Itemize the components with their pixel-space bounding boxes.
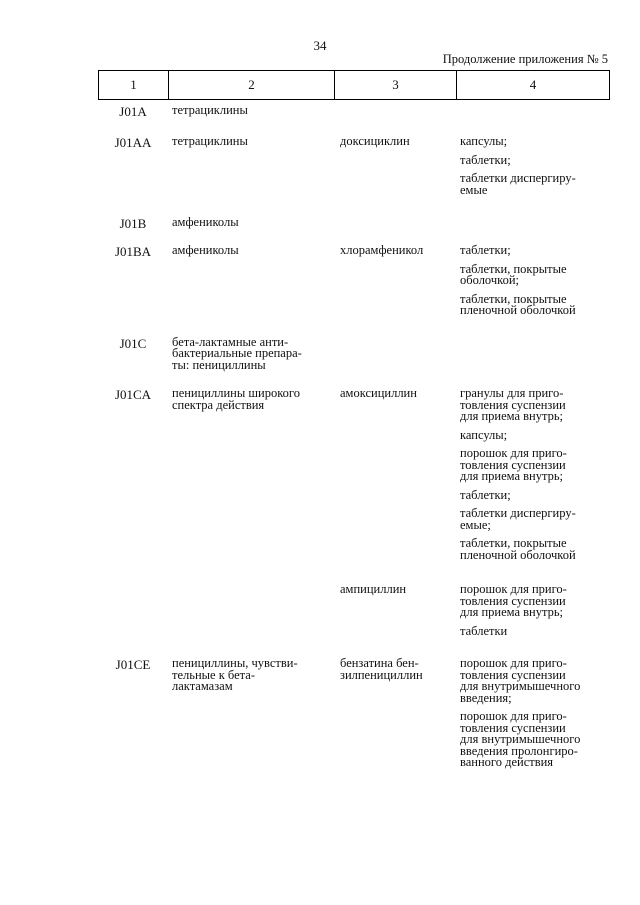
table-row: [98, 100, 610, 118]
drug-list: [334, 217, 610, 230]
group-name: пенициллины, чувстви- тельные к бета- лактамазам: [172, 656, 298, 693]
dosage-form: порошок для приго- товления суспензии для внутримышечного введения;: [460, 656, 581, 705]
table-row: [98, 332, 610, 372]
dosage-form: таблетки, покрытые пленочной оболочкой: [460, 291, 576, 317]
atc-code: J01BA: [114, 244, 152, 259]
drug-entry: [334, 388, 610, 568]
dosage-forms: [456, 584, 610, 644]
header-col-1: 1: [99, 71, 169, 99]
dosage-form: гранулы для приго- товления суспензии для приема внутрь;: [460, 386, 566, 423]
table-body: [98, 100, 610, 776]
table-row: [98, 653, 610, 776]
atc-code: J01CE: [115, 657, 151, 672]
dosage-form: порошок для приго- товления суспензии для внутримышечного введения пролонгиро- ванного действия: [460, 709, 581, 769]
table-row: [98, 383, 610, 644]
table-row: [98, 212, 610, 230]
atc-code: J01B: [119, 216, 147, 231]
drug-list: [334, 658, 610, 776]
dosage-form: таблетки диспергиру- емые;: [460, 506, 576, 532]
drug-list: [334, 245, 610, 324]
table-row: [98, 131, 610, 203]
table-row: [98, 240, 610, 324]
group-name: бета-лактамные анти- бактериальные препара- ты: пенициллины: [172, 334, 302, 372]
dosage-form: таблетки, покрытые пленочной оболочкой: [460, 536, 576, 562]
drug-entry: [334, 245, 610, 324]
dosage-form: таблетки;: [460, 243, 511, 257]
header-col-4: 4: [529, 77, 537, 92]
atc-code: J01C: [119, 335, 147, 351]
dosage-form: капсулы;: [460, 134, 508, 148]
dosage-form: таблетки диспергиру- емые: [460, 171, 576, 197]
dosage-forms: [456, 388, 610, 568]
drug-entry: [334, 136, 610, 203]
drug-name: амоксициллин: [340, 386, 417, 400]
continuation-note: Продолжение приложения № 5: [442, 52, 608, 66]
dosage-form: порошок для приго- товления суспензии для приема внутрь;: [460, 446, 567, 483]
group-name: амфениколы: [172, 243, 239, 257]
drug-list: [334, 388, 610, 644]
page-number: 34: [313, 38, 327, 53]
dosage-forms: [456, 245, 610, 324]
dosage-form: таблетки, покрытые оболочкой;: [460, 261, 567, 287]
dosage-forms: [456, 658, 610, 776]
atc-code: J01A: [119, 104, 147, 119]
drug-list: [334, 105, 610, 118]
group-name: тетрациклины: [172, 103, 248, 117]
drug-name: бензатина бен- зилпенициллин: [340, 656, 423, 682]
dosage-form: таблетки: [460, 623, 508, 638]
drug-list: [334, 136, 610, 203]
dosage-form: капсулы;: [460, 427, 508, 442]
table-header: [98, 70, 610, 100]
dosage-form: таблетки;: [460, 152, 511, 167]
drug-name: хлорамфеникол: [340, 243, 424, 257]
dosage-form: порошок для приго- товления суспензии для приема внутрь;: [460, 582, 567, 619]
atc-code: J01AA: [114, 135, 152, 150]
header-col-3: 3: [335, 71, 457, 99]
drug-entry: [334, 584, 610, 644]
group-name: пенициллины широкого спектра действия: [172, 386, 300, 412]
group-name: тетрациклины: [172, 134, 248, 148]
drug-name: доксициклин: [340, 134, 410, 148]
drug-name: ампициллин: [340, 582, 407, 596]
group-name: амфениколы: [172, 215, 239, 229]
dosage-form: таблетки;: [460, 487, 511, 502]
drug-entry: [334, 658, 610, 776]
drug-list: [334, 337, 610, 372]
atc-code: J01CA: [114, 387, 152, 402]
dosage-forms: [456, 136, 610, 203]
header-col-2: 2: [169, 71, 335, 99]
